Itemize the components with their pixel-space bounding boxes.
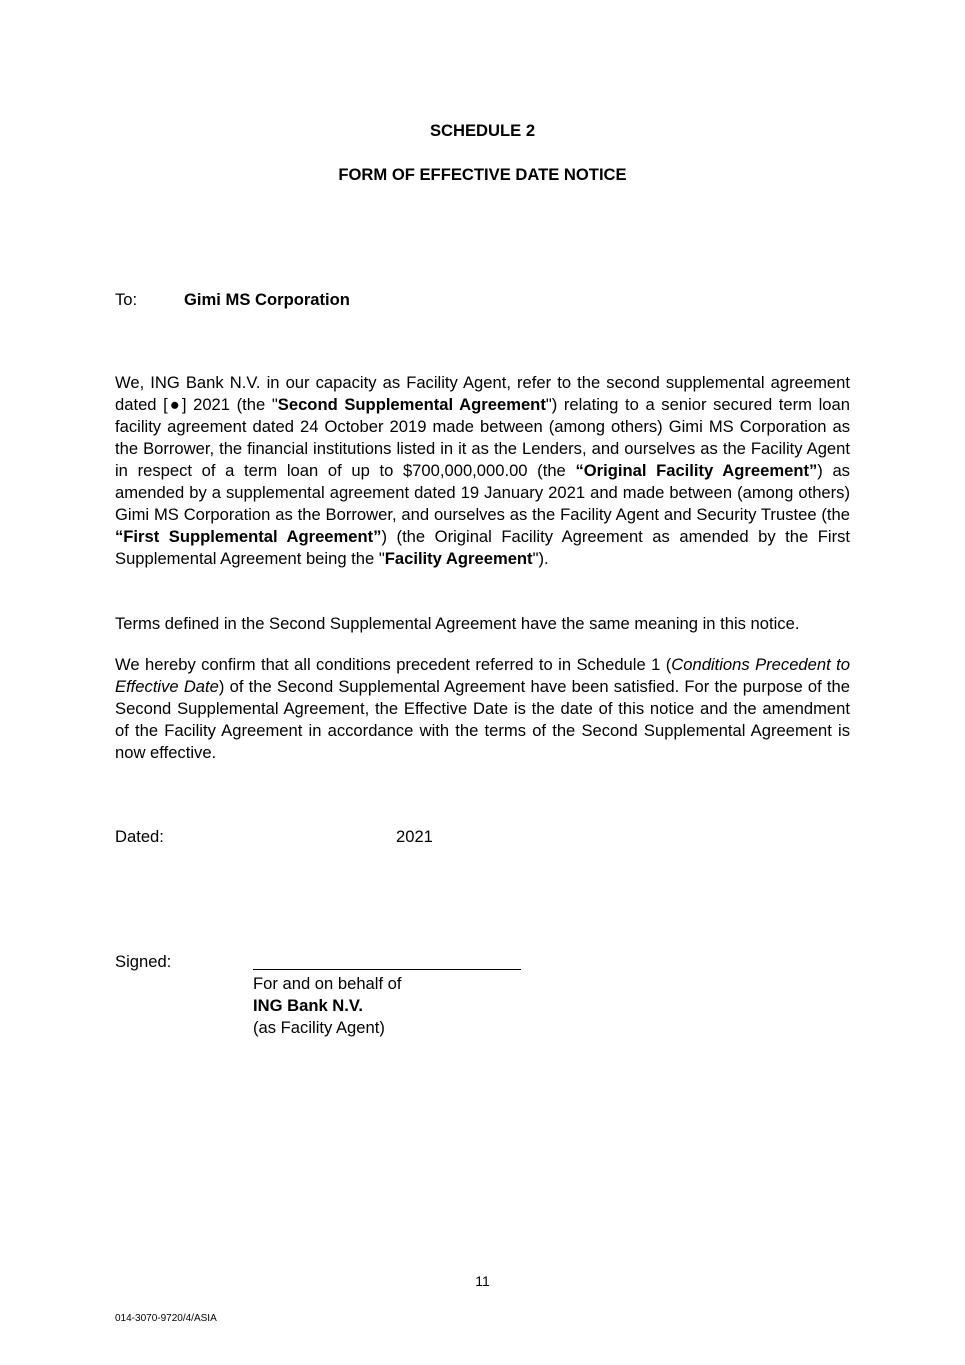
p1-bullet: ● <box>167 395 182 414</box>
dated-year: 2021 <box>396 827 433 846</box>
p1-facility-agreement-term: Facility Agreement <box>384 549 533 568</box>
form-title: FORM OF EFFECTIVE DATE NOTICE <box>338 165 627 184</box>
signature-capacity: (as Facility Agent) <box>253 1018 385 1037</box>
signature-line <box>253 969 521 970</box>
notice-paragraph-2: Terms defined in the Second Supplemental Agreement have the same meaning in this notice. <box>115 614 800 633</box>
p3-italic-schedule-title: Conditions Precedent to Effective Date <box>115 655 850 696</box>
p1-second-supplemental-term: Second Supplemental Agreement <box>277 395 546 414</box>
p1-text-6: "). <box>532 549 549 568</box>
signature-entity: ING Bank N.V. <box>253 996 364 1015</box>
signed-label: Signed: <box>115 952 172 971</box>
schedule-heading: SCHEDULE 2 <box>429 121 536 140</box>
p1-original-facility-term: “Original Facility Agreement” <box>575 461 818 480</box>
document-reference: 014-3070-9720/4/ASIA <box>115 1313 217 1324</box>
dated-label: Dated: <box>115 827 164 846</box>
notice-paragraph-3 <box>115 654 850 764</box>
p1-first-supplemental-term: “First Supplemental Agreement” <box>115 527 382 546</box>
p1-text-2: ] 2021 (the " <box>181 395 278 414</box>
p1-text-1: We, ING Bank N.V. in our capacity as Facility Agent, refer to the second supplemental agreement dated [ <box>115 373 850 414</box>
p3-text-2: ) of the Second Supplemental Agreement have been satisfied. For the purpose of the Second Supplemental Agreement, the Effective Date is the date of this notice and the amendment of the Facility Agreement in accordance with the terms of the Second Supplemental Agreement is now effective. <box>115 677 850 762</box>
p3-text-1: We hereby confirm that all conditions precedent referred to in Schedule 1 ( <box>115 655 672 674</box>
page-number: 11 <box>475 1273 490 1289</box>
addressee: Gimi MS Corporation <box>184 290 350 309</box>
to-label: To: <box>115 290 138 309</box>
notice-paragraph-1 <box>115 372 850 570</box>
signature-for-behalf: For and on behalf of <box>253 974 402 993</box>
p1-text-3: ") relating to a senior secured term loan facility agreement dated 24 October 2019 made between (among others) Gimi MS Corporation as the Borrower, the financial institutions listed in it as the Lenders, and ourselves as the Facility Agent in respect of a term loan of up to $700,000,000.00 (the <box>115 395 850 480</box>
p1-text-5: ) (the Original Facility Agreement as amended by the First Supplemental Agreement being the " <box>115 527 850 568</box>
p1-text-4: ) as amended by a supplemental agreement dated 19 January 2021 and made between (among others) Gimi MS Corporation as the Borrower, and ourselves as the Facility Agent and Security Trustee (the <box>115 461 850 524</box>
